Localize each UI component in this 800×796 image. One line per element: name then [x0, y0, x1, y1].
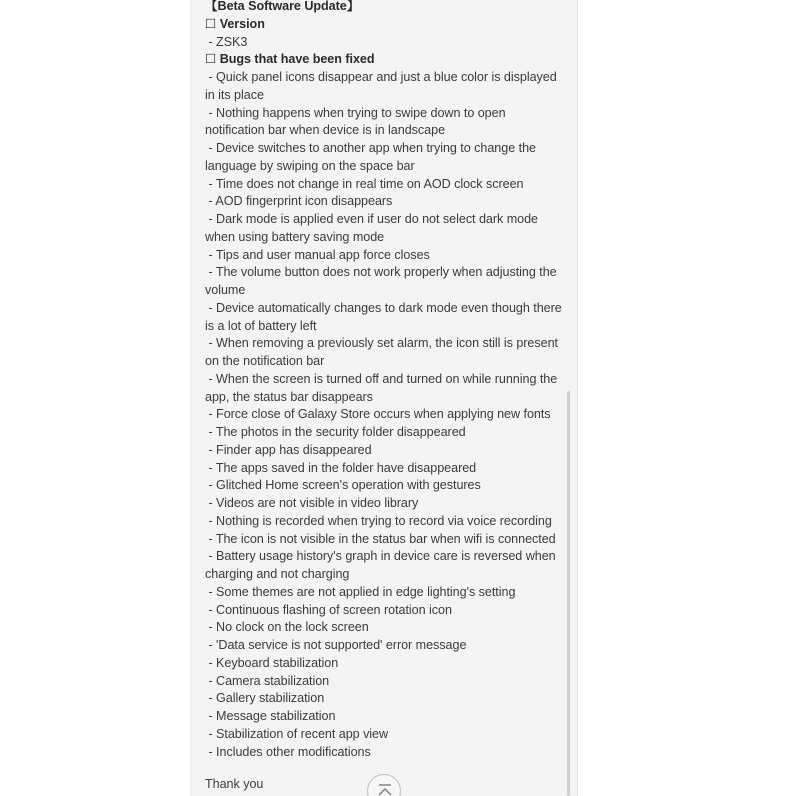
scrollbar[interactable]	[567, 391, 570, 796]
bug-item: - The volume button does not work properly when adjusting the volume	[205, 265, 561, 297]
bug-item: - Nothing is recorded when trying to record via voice recording	[205, 513, 552, 528]
bug-item: - The apps saved in the folder have disappeared	[205, 460, 477, 475]
bug-item: - When the screen is turned off and turned on while running the app, the status bar disappears	[205, 371, 561, 404]
bug-item: - AOD fingerprint icon disappears	[205, 194, 393, 209]
bug-item: - Message stabilization	[205, 709, 336, 723]
bug-item: - Device automatically changes to dark mode even though there is a lot of battery left	[205, 300, 566, 333]
bug-item: - Dark mode is applied even if user do not select dark mode when using battery saving mode	[205, 212, 542, 244]
bug-item: - Glitched Home screen's operation with gestures	[205, 478, 481, 493]
version-value: - ZSK3	[205, 34, 248, 49]
bug-item: - Quick panel icons disappear and just a blue color is displayed in its place	[205, 70, 561, 102]
bug-item: - Includes other modifications	[205, 744, 371, 759]
bug-item: - Keyboard stabilization	[205, 655, 339, 670]
bug-item: - The icon is not visible in the status bar when wifi is connected	[205, 531, 556, 546]
chevron-up-icon	[377, 782, 393, 796]
post-content	[205, 0, 567, 794]
bug-item: - Device switches to another app when trying to change the language by swiping on the space bar	[205, 141, 540, 173]
bug-item: - Tips and user manual app force closes	[205, 247, 430, 262]
bug-item: - 'Data service is not supported' error message	[205, 638, 467, 652]
bug-item: - Gallery stabilization	[205, 691, 325, 706]
bug-item: - No clock on the lock screen	[205, 620, 369, 635]
bug-item: - When removing a previously set alarm, the icon still is present on the notification bar	[205, 336, 562, 368]
bug-item: - Force close of Galaxy Store occurs when applying new fonts	[205, 407, 551, 422]
bugs-heading: ☐ Bugs that have been fixed	[205, 52, 375, 67]
post-title: 【Beta Software Update】	[205, 0, 360, 13]
bug-item: - Continuous flashing of screen rotation icon	[205, 602, 452, 617]
closing-text: Thank you	[205, 776, 264, 791]
bug-item: - Videos are not visible in video library	[205, 496, 419, 510]
bug-item: - The photos in the security folder disappeared	[205, 425, 466, 439]
bug-item: - Camera stabilization	[205, 673, 330, 688]
bug-item: - Stabilization of recent app view	[205, 726, 389, 741]
bug-item: - Nothing happens when trying to swipe down to open notification bar when device is in landscape	[205, 105, 509, 138]
bug-item: - Finder app has disappeared	[205, 442, 372, 457]
bug-item: - Time does not change in real time on AOD clock screen	[205, 176, 524, 191]
bug-item: - Battery usage history's graph in device care is reversed when charging and not charging	[205, 549, 560, 581]
bug-item: - Some themes are not applied in edge lighting's setting	[205, 584, 516, 599]
post-panel	[190, 0, 578, 796]
version-heading: ☐ Version	[205, 16, 265, 31]
